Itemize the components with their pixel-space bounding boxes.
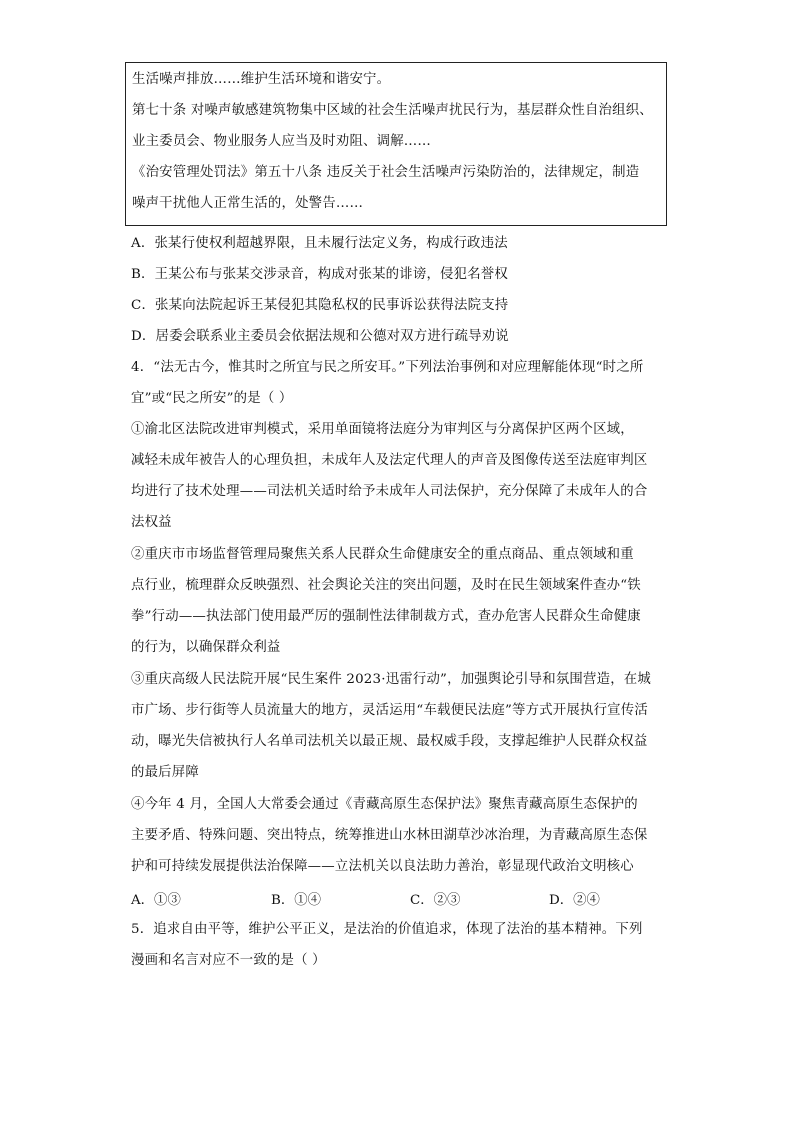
q4-item3-line: ③重庆高级人民法院开展“民生案件 2023·迅雷行动”，加强舆论引导和氛围营造，在城 bbox=[131, 672, 651, 687]
law-excerpt-box bbox=[125, 62, 667, 226]
q3-option-c: C．张某向法院起诉王某侵犯其隐私权的民事诉讼获得法院支持 bbox=[131, 298, 509, 313]
q4-option-c: C．②③ bbox=[410, 893, 461, 908]
q4-item2-line: 拳”行动——执法部门使用最严厉的强制性法律制裁方式，查办危害人民群众生命健康 bbox=[131, 609, 641, 624]
q4-item4-line: ④今年 4 月，全国人大常委会通过《青藏高原生态保护法》聚焦青藏高原生态保护的 bbox=[131, 797, 638, 812]
q4-item3-line: 的最后屏障 bbox=[131, 765, 199, 780]
q4-item2-line: ②重庆市市场监督管理局聚焦关系人民群众生命健康安全的重点商品、重点领域和重 bbox=[131, 547, 634, 562]
q4-stem-line: 4．“法无古今，惟其时之所宜与民之所安耳。”下列法治事例和对应理解能体现“时之所 bbox=[131, 360, 644, 375]
q4-options bbox=[131, 889, 671, 909]
q4-option-a: A．①③ bbox=[131, 893, 181, 908]
law-line: 《治安管理处罚法》第五十八条 违反关于社会生活噪声污染防治的，法律规定，制造 bbox=[132, 165, 640, 180]
law-line: 生活噪声排放……维护生活环境和谐安宁。 bbox=[132, 72, 391, 87]
q4-stem-line: 宜”或“民之所安”的是（ ） bbox=[131, 391, 293, 406]
q4-item2-line: 的行为，以确保群众利益 bbox=[131, 640, 281, 655]
q5-stem-line: 漫画和名言对应不一致的是（ ） bbox=[131, 953, 326, 968]
law-line: 业主委员会、物业服务人应当及时劝阻、调解…… bbox=[132, 134, 431, 149]
q4-item3-line: 动，曝光失信被执行人名单司法机关以最正规、最权威手段，支撑起维护人民群众权益 bbox=[131, 734, 648, 749]
q4-option-b: B．①④ bbox=[271, 893, 322, 908]
law-line: 第七十条 对噪声敏感建筑物集中区域的社会生活噪声扰民行为，基层群众性自治组织、 bbox=[132, 103, 653, 118]
q4-option-d: D．②④ bbox=[549, 893, 600, 908]
q4-item1-line: 均进行了技术处理——司法机关适时给予未成年人司法保护，充分保障了未成年人的合 bbox=[131, 484, 648, 499]
q3-option-b: B．王某公布与张某交涉录音，构成对张某的诽谤，侵犯名誉权 bbox=[131, 267, 508, 282]
q4-item1-line: 减轻未成年被告人的心理负担，未成年人及法定代理人的声音及图像传送至法庭审判区 bbox=[131, 453, 648, 468]
q4-item4-line: 护和可持续发展提供法治保障——立法机关以良法助力善治，彰显现代政治文明核心 bbox=[131, 859, 634, 874]
q3-option-a: A．张某行使权利超越界限，且未履行法定义务，构成行政违法 bbox=[131, 236, 508, 251]
law-line: 噪声干扰他人正常生活的，处警告…… bbox=[132, 196, 364, 211]
q4-item1-line: ①渝北区法院改进审判模式，采用单面镜将法庭分为审判区与分离保护区两个区域， bbox=[131, 422, 634, 437]
q4-item1-line: 法权益 bbox=[131, 515, 172, 530]
q4-item2-line: 点行业，梳理群众反映强烈、社会舆论关注的突出问题，及时在民生领域案件查办“铁 bbox=[131, 578, 641, 593]
q5-stem-line: 5．追求自由平等，维护公平正义，是法治的价值追求，体现了法治的基本精神。下列 bbox=[131, 922, 643, 937]
q4-item3-line: 市广场、步行街等人员流量大的地方，灵活运用“车载便民法庭”等方式开展执行宣传活 bbox=[131, 703, 648, 718]
q4-item4-line: 主要矛盾、特殊问题、突出特点，统筹推进山水林田湖草沙冰治理，为青藏高原生态保 bbox=[131, 828, 648, 843]
q3-option-d: D．居委会联系业主委员会依据法规和公德对双方进行疏导劝说 bbox=[131, 329, 509, 344]
